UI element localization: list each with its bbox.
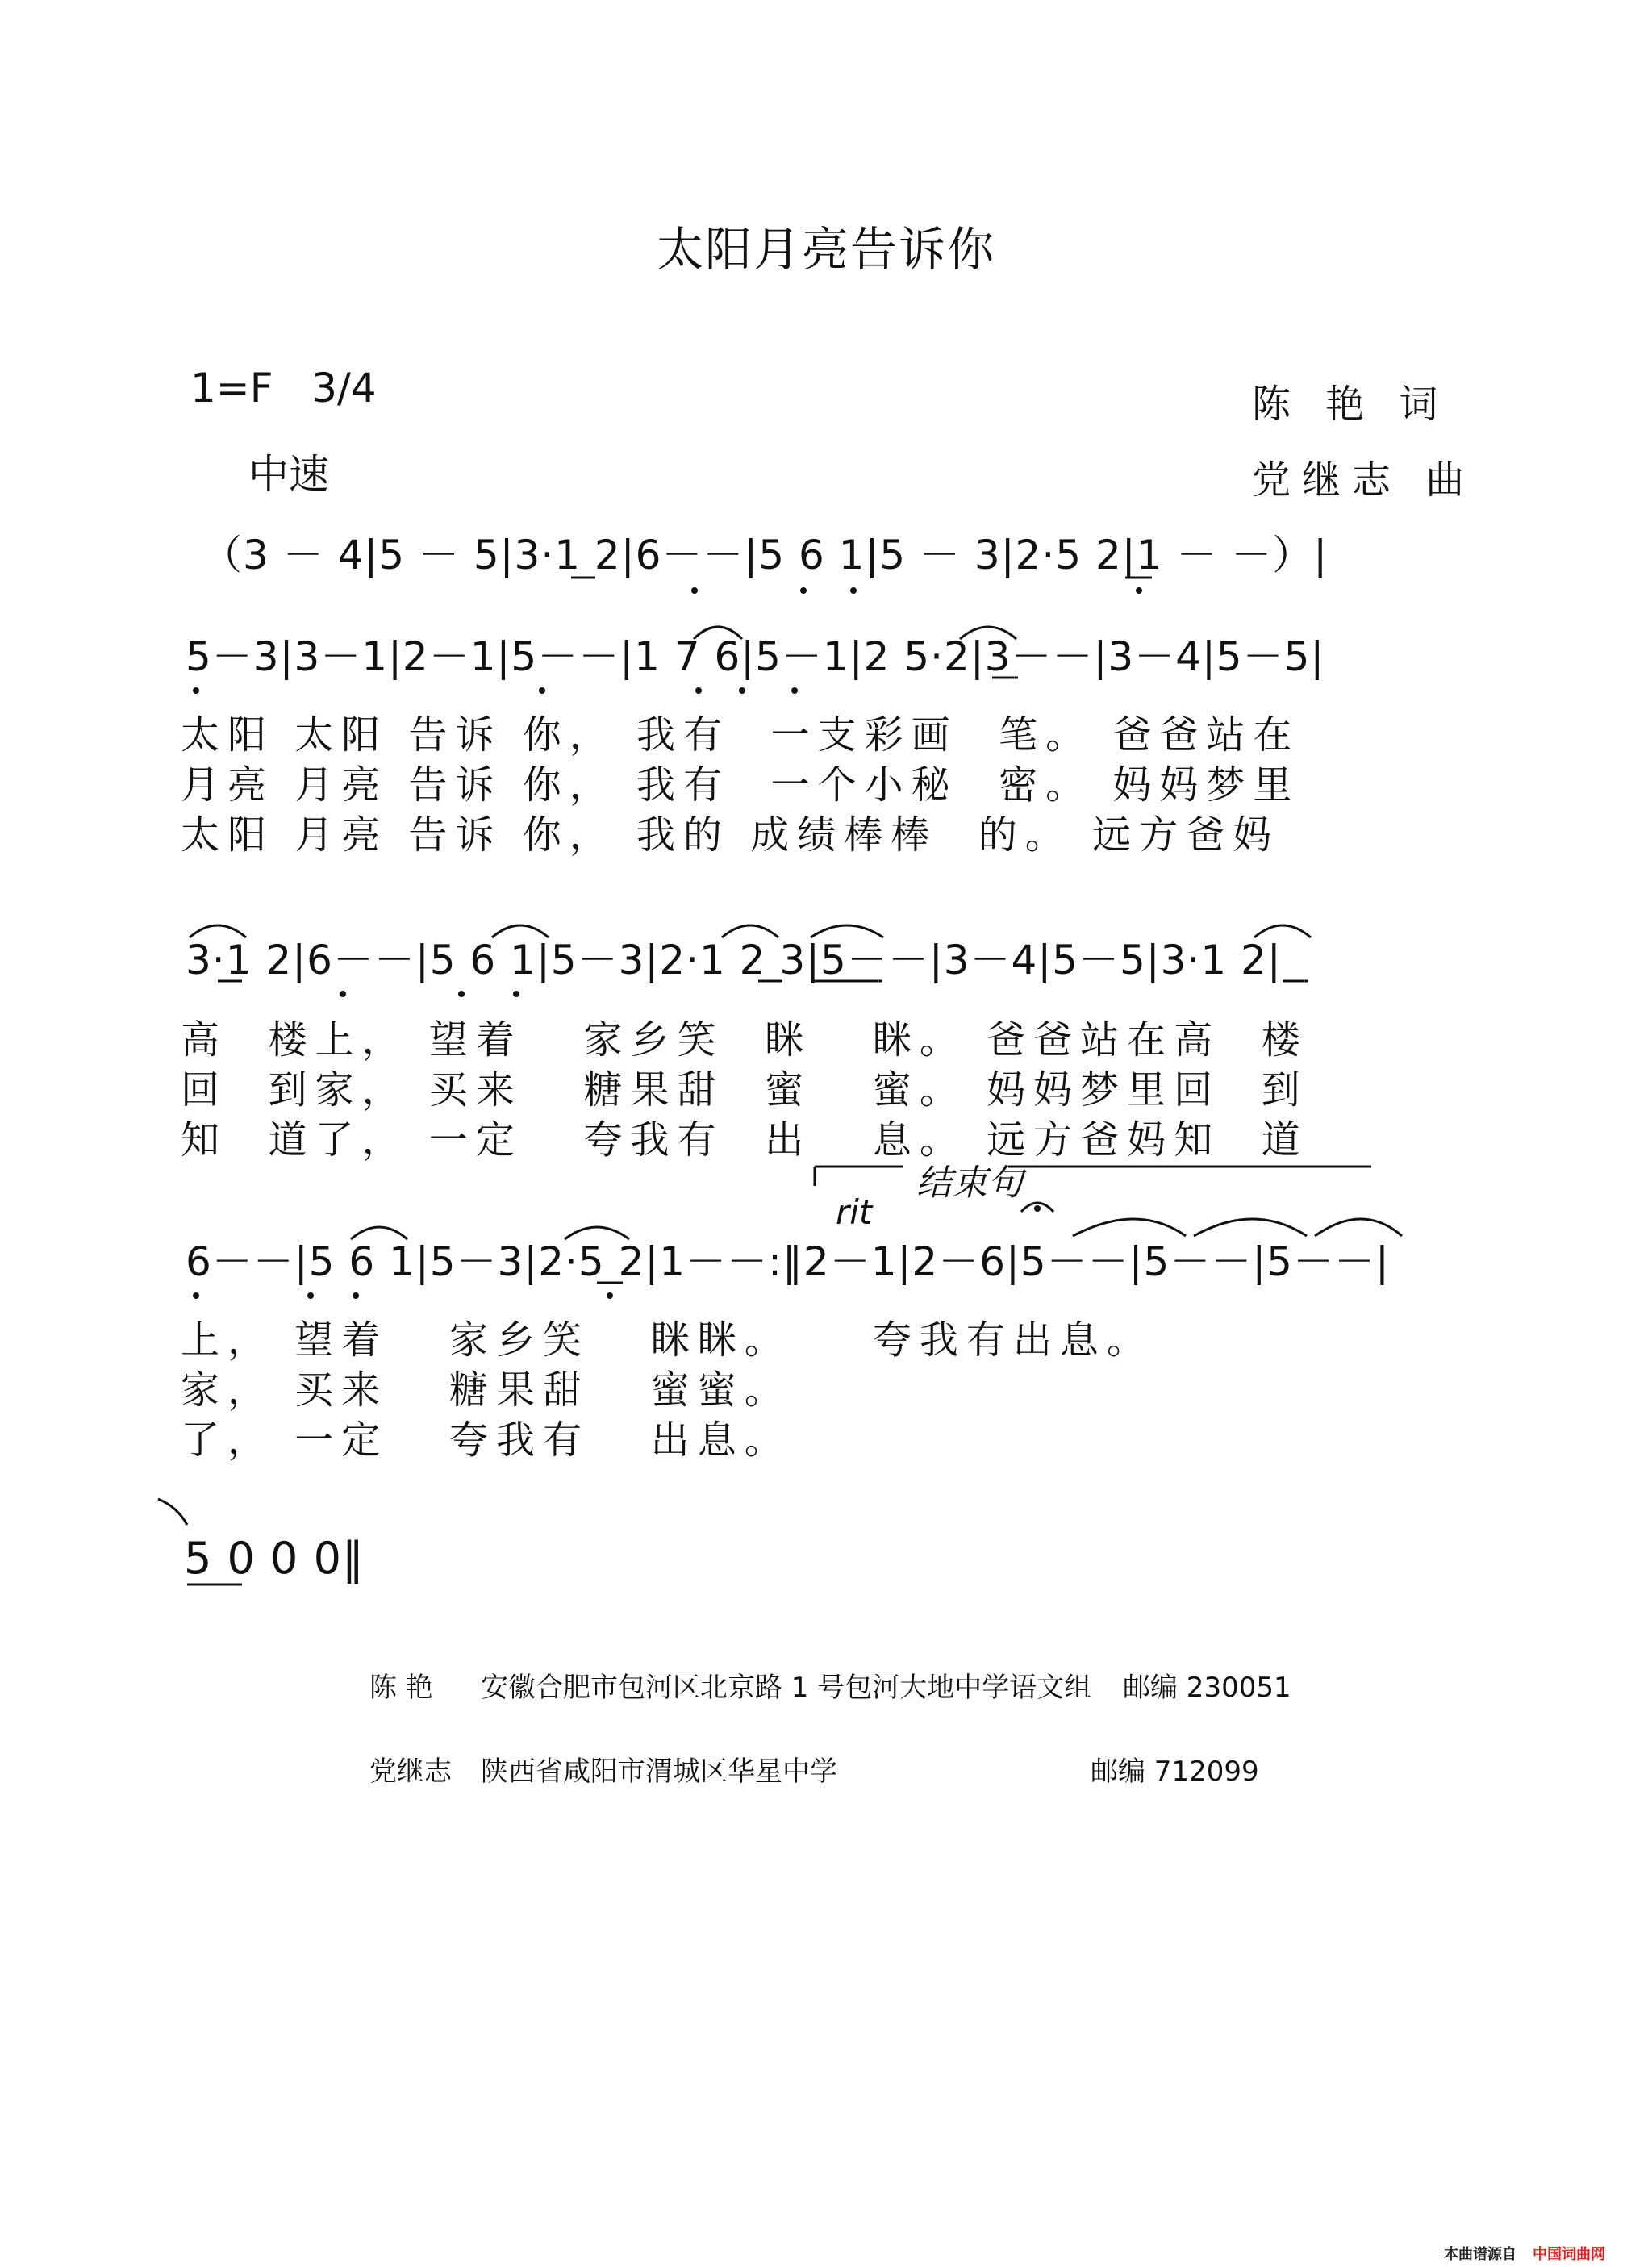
row4-lyric-verse3: 了， 一定 夸我有 出息。 — [181, 1417, 791, 1463]
row4-slur-5 — [1315, 1219, 1402, 1236]
dot — [458, 991, 465, 997]
dot — [539, 687, 545, 694]
dot — [193, 687, 199, 694]
composer-credit: 党继志 曲 — [1252, 457, 1476, 503]
final-notes: 5 0 0 0‖ — [184, 1533, 365, 1584]
row3-lyric-verse2: 回 到家， 买来 糖果甜 蜜 蜜。 妈妈梦里回 到 — [181, 1067, 1308, 1113]
row2-lyric-verse2: 月亮 月亮 告诉 你， 我有 一个小秘 密。 妈妈梦里 — [181, 762, 1300, 808]
row3-slur-4 — [811, 925, 883, 937]
final-hook — [158, 1499, 187, 1525]
composer-address: 陕西省咸阳市渭城区华星中学 — [481, 1756, 837, 1788]
dot — [1034, 1205, 1041, 1212]
dot — [607, 1292, 613, 1299]
composer-postcode: 邮编 712099 — [1091, 1756, 1259, 1788]
dot — [353, 1292, 359, 1299]
row4-lyric-verse1: 上， 望着 家乡笑 眯眯。 夸我有出息。 — [181, 1317, 1153, 1363]
row3-slur-1 — [190, 925, 246, 937]
row3-notes: 3·1 2|6－－|5 6 1|5－3|2·1 2 3|5－－|3－4|5－5|3·1 2| — [186, 937, 1282, 983]
ritardando-mark: rit — [836, 1192, 873, 1232]
lyricist-name: 陈 艳 — [369, 1672, 433, 1704]
footer-site-name: 中国词曲网 — [1533, 2246, 1605, 2263]
row4-slur-3 — [1073, 1219, 1186, 1236]
row4-slur-1 — [351, 1227, 407, 1239]
lyricist-credit: 陈 艳 词 — [1252, 382, 1450, 427]
dot — [513, 991, 519, 997]
dot — [850, 587, 857, 594]
row4-slur-4 — [1194, 1219, 1307, 1236]
intro-notes: （3 － 4|5 － 5|3·1 2|6－－|5 6 1|5 － 3|2·5 2|1 － －）| — [202, 532, 1329, 578]
dot — [193, 1292, 199, 1299]
row2-slur-2 — [960, 627, 1016, 639]
ending-phrase-mark: 结束句 — [916, 1163, 1023, 1204]
row3-slur-5 — [1254, 925, 1311, 937]
lyricist-address: 安徽合肥市包河区北京路 1 号包河大地中学语文组 — [481, 1672, 1092, 1704]
row4-notes: 6－－|5 6 1|5－3|2·5 2|1－－:‖2－1|2－6|5－－|5－－|5－－| — [186, 1238, 1390, 1285]
row3-lyric-verse3: 知 道了， 一定 夸我有 出 息。 远方爸妈知 道 — [181, 1117, 1308, 1163]
song-title: 太阳月亮告诉你 — [656, 222, 995, 277]
row2-slur-1 — [694, 627, 742, 639]
dot — [307, 1292, 314, 1299]
row2-notes: 5－3|3－1|2－1|5－－|1 7 6|5－1|2 5·2|3－－|3－4|5－5| — [186, 633, 1325, 680]
row4-slur-2 — [565, 1227, 629, 1239]
dot — [691, 587, 698, 594]
footer-source-label: 本曲谱源自 — [1444, 2246, 1516, 2263]
dot — [800, 587, 807, 594]
dot — [340, 991, 346, 997]
composer-name: 党继志 — [369, 1756, 452, 1788]
dot — [791, 687, 798, 694]
dot — [739, 687, 745, 694]
row3-lyric-verse1: 高 楼上， 望着 家乡笑 眯 眯。 爸爸站在高 楼 — [181, 1017, 1308, 1063]
dot — [1136, 587, 1142, 594]
row4-lyric-verse2: 家， 买来 糖果甜 蜜蜜。 — [181, 1367, 791, 1413]
row2-lyric-verse1: 太阳 太阳 告诉 你， 我有 一支彩画 笔。 爸爸站在 — [181, 712, 1300, 758]
row3-slur-3 — [722, 925, 778, 937]
dot — [695, 687, 702, 694]
key-time-signature: 1=F 3/4 — [190, 365, 377, 411]
row2-lyric-verse3: 太阳 月亮 告诉 你， 我的 成绩棒棒 的。 远方爸妈 — [181, 812, 1280, 858]
lyricist-postcode: 邮编 230051 — [1123, 1672, 1291, 1704]
row3-slur-2 — [492, 925, 549, 937]
tempo-marking: 中速 — [248, 451, 329, 498]
